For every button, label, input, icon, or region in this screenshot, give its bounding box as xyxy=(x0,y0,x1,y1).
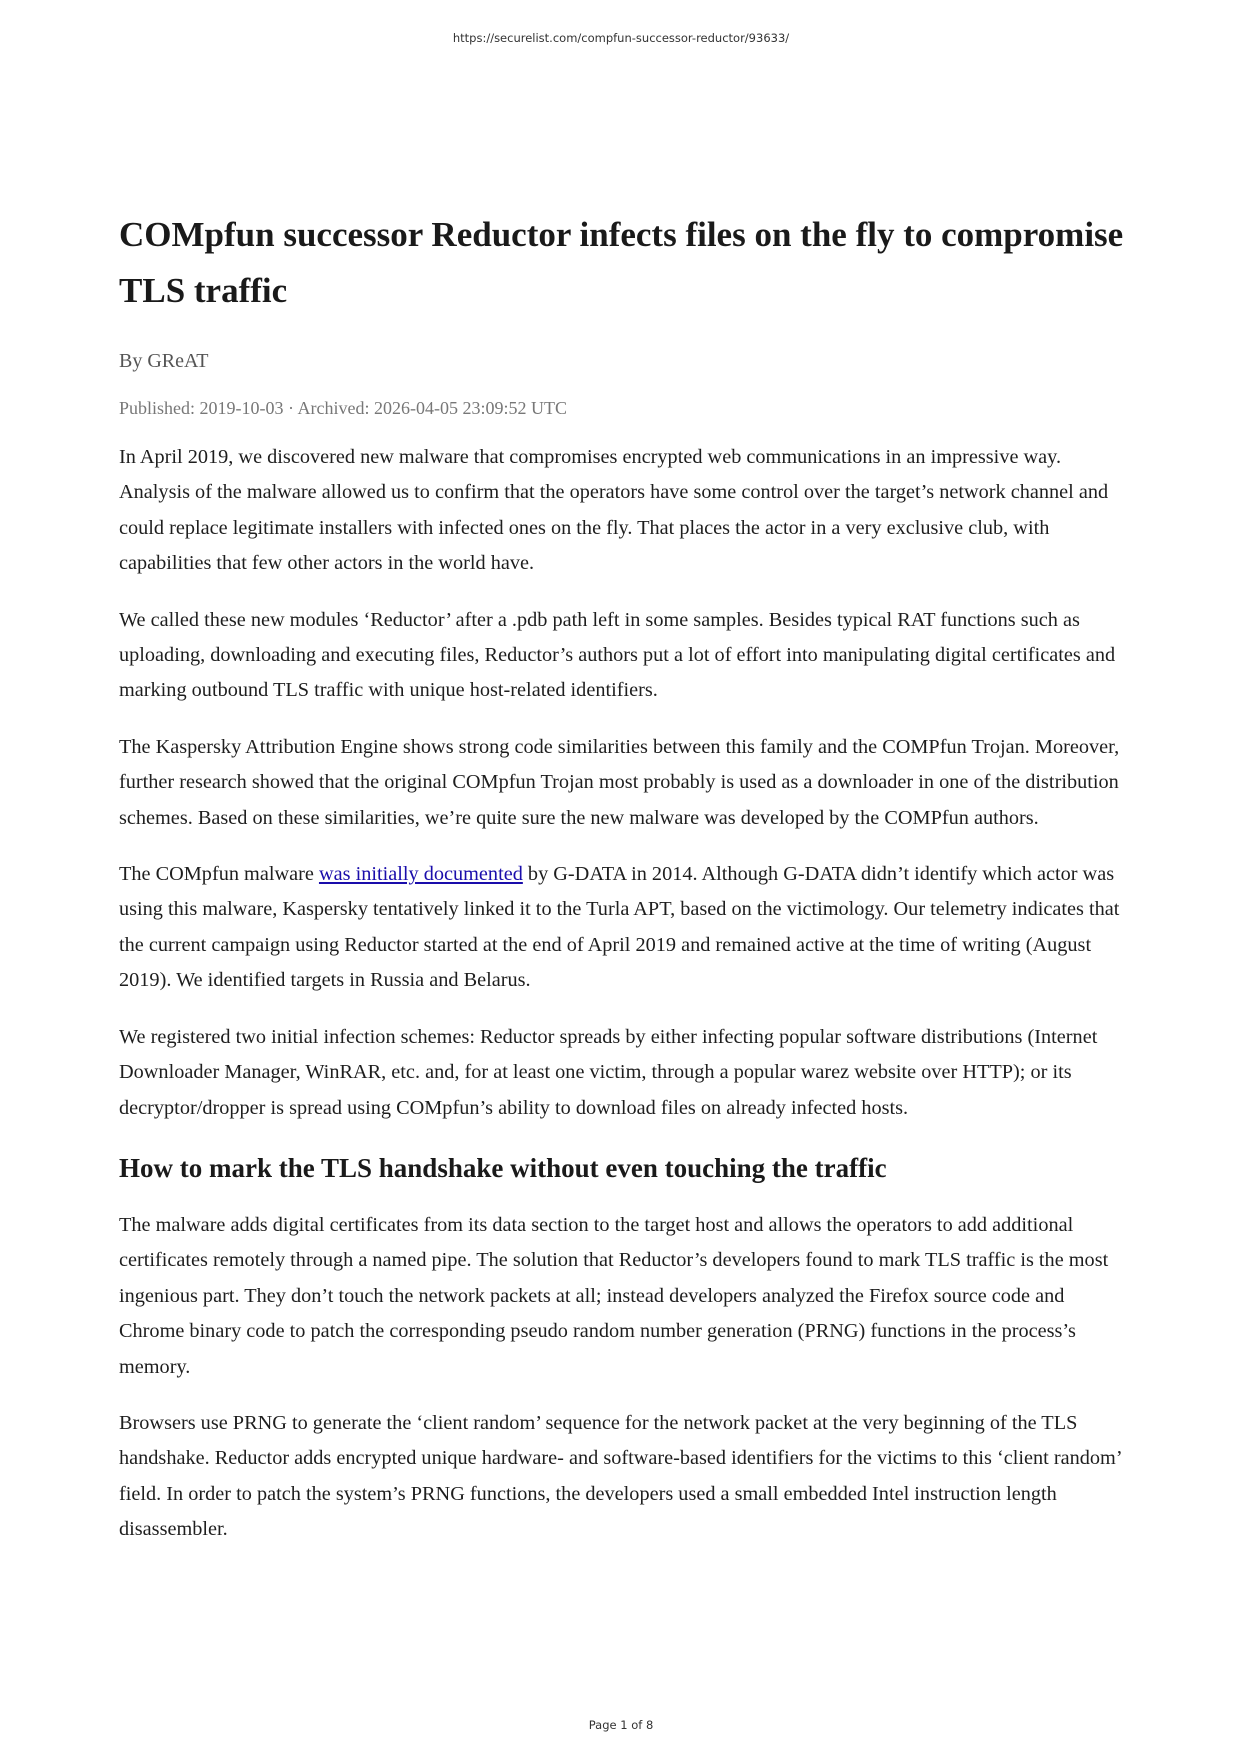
paragraph-1: In April 2019, we discovered new malware that compromises encrypted web communications in an impressive way. Analysis of the malware allowed us to confirm that the operators have some control over the target’s network channel and could replace legitimate installers with infected ones on the fly. That places the actor in a very exclusive club, with capabilities that few other actors in the world have. xyxy=(119,446,1109,575)
section-heading: How to mark the TLS handshake without even touching the traffic xyxy=(119,1152,887,1183)
section-paragraph-1: The malware adds digital certificates from its data section to the target host and allows the operators to add additional certificates remotely through a named pipe. The solution that Reductor’s developers found to mark TLS traffic is the most ingenious part. They don’t touch the network packets at all; instead developers analyzed the Firefox source code and Chrome binary code to patch the corresponding pseudo random number generation (PRNG) functions in the process’s memory. xyxy=(119,1213,1109,1378)
paragraph-2: We called these new modules ‘Reductor’ after a .pdb path left in some samples. Besides typical RAT functions such as uploading, downloading and executing files, Reductor’s authors put a lot of effort into manipulating digital certificates and marking outbound TLS traffic with unique host-related identifiers. xyxy=(119,608,1116,702)
page-number: Page 1 of 8 xyxy=(588,1718,654,1732)
page-url: https://securelist.com/compfun-successor-reductor/93633/ xyxy=(452,31,790,45)
article-meta: Published: 2019-10-03 · Archived: 2026-04-05 23:09:52 UTC xyxy=(119,398,567,418)
section-paragraph-2: Browsers use PRNG to generate the ‘client random’ sequence for the network packet at the very beginning of the TLS handshake. Reductor adds encrypted unique hardware- and software-based identifiers for the victims to this ‘client random’ field. In order to patch the system’s PRNG functions, the developers used a small embedded Intel instruction length disassembler. xyxy=(119,1411,1122,1541)
paragraph-4-before: The COMpfun malware xyxy=(119,863,319,886)
article-title: COMpfun successor Reductor infects files on the fly to compromise TLS traffic xyxy=(119,215,1124,310)
article xyxy=(119,207,1129,1548)
paragraph-4-after: by G-DATA in 2014. Although G-DATA didn’t identify which actor was using this malware, Kaspersky tentatively linked it to the Turla APT, based on the victimology. Our telemetry indicates that the current campaign using Reductor started at the end of April 2019 and remained active at the time of writing (August 2019). We identified targets in Russia and Belarus. xyxy=(119,863,1120,992)
paragraph-4 xyxy=(119,857,1129,999)
paragraph-3: The Kaspersky Attribution Engine shows strong code similarities between this family and the COMPfun Trojan. Moreover, further research showed that the original COMpfun Trojan most probably is used as a downloader in one of the distribution schemes. Based on these similarities, we’re quite sure the new malware was developed by the COMPfun authors. xyxy=(119,735,1120,829)
paragraph-5: We registered two initial infection schemes: Reductor spreads by either infecting popular software distributions (Internet Downloader Manager, WinRAR, etc. and, for at least one victim, through a popular warez website over HTTP); or its decryptor/dropper is spread using COMpfun’s ability to download files on already infected hosts. xyxy=(119,1025,1098,1119)
gdata-documentation-link[interactable]: was initially documented xyxy=(318,863,523,886)
article-byline: By GReAT xyxy=(119,350,209,372)
